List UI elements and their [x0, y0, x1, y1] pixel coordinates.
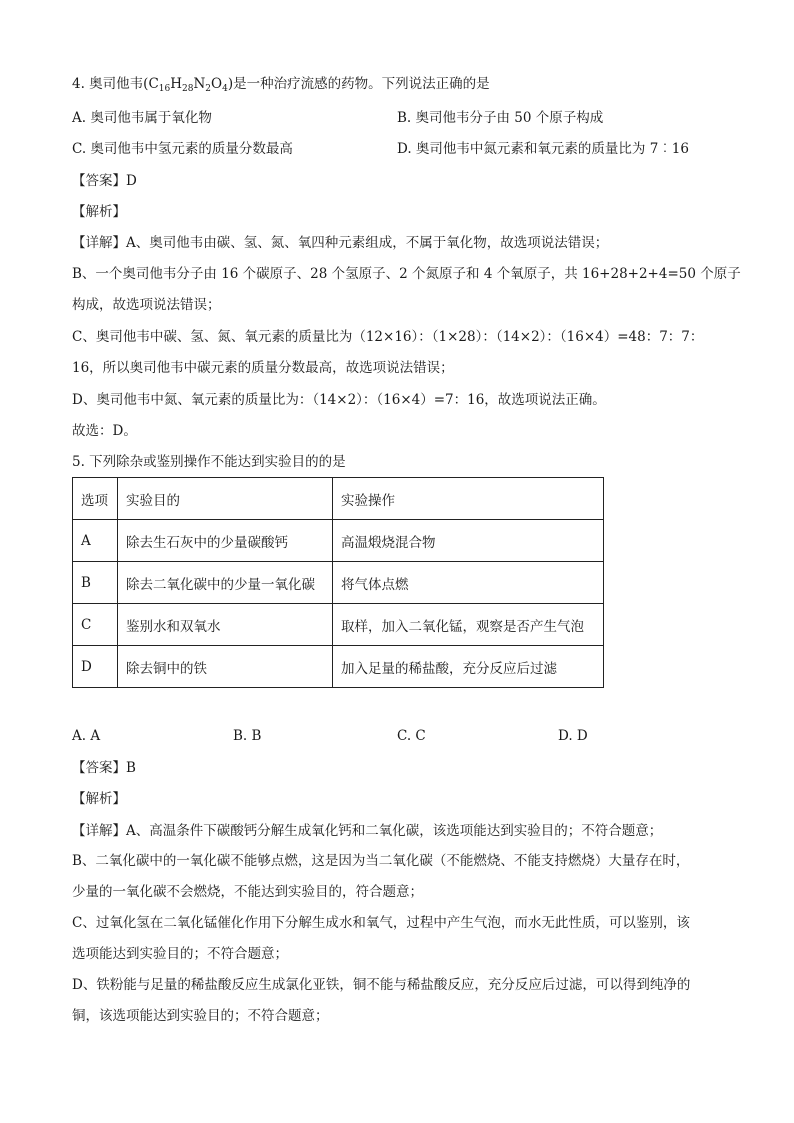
q5-answer-tag: 【答案】 [72, 760, 126, 776]
table-cell: 除去生石灰中的少量碳酸钙 [118, 520, 333, 562]
q4-detail-line: B、一个奥司他韦分子由 16 个碳原子、28 个氢原子、2 个氮原子和 4 个氧原子，共 16+28+2+4=50 个原子 [72, 266, 741, 282]
table-row [73, 520, 604, 562]
q4-stem [72, 74, 490, 94]
q4-answer-value: D [126, 173, 137, 189]
q5-stem: 5. 下列除杂或鉴别操作不能达到实验目的的是 [72, 454, 346, 470]
table-cell: 除去二氧化碳中的少量一氧化碳 [118, 562, 333, 604]
q5-detail-line: B、二氧化碳中的一氧化碳不能够点燃，这是因为当二氧化碳（不能燃烧、不能支持燃烧）大量存在时， [72, 853, 690, 869]
q4-answer [72, 171, 137, 191]
table-row [73, 646, 604, 688]
q5-table [72, 477, 604, 688]
q5-detail-line: D、铁粉能与足量的稀盐酸反应生成氯化亚铁，铜不能与稀盐酸反应，充分反应后过滤，可以得到纯净的 [72, 977, 691, 993]
q4-option-b: B. 奥司他韦分子由 50 个原子构成 [397, 110, 604, 126]
table-header-cell: 选项 [73, 478, 118, 520]
q4-option-c: C. 奥司他韦中氢元素的质量分数最高 [72, 141, 293, 157]
table-cell: B [73, 562, 118, 604]
table-cell: D [73, 646, 118, 688]
table-header-cell: 实验目的 [118, 478, 333, 520]
table-cell: 加入足量的稀盐酸，充分反应后过滤 [333, 646, 604, 688]
table-cell: 高温煅烧混合物 [333, 520, 604, 562]
q5-detail-line: 选项能达到实验目的；不符合题意； [72, 946, 288, 962]
q5-option-d: D. D [558, 728, 588, 744]
table-cell: 将气体点燃 [333, 562, 604, 604]
q4-option-d: D. 奥司他韦中氮元素和氧元素的质量比为 7︰16 [397, 141, 689, 157]
table-cell: 取样，加入二氧化锰，观察是否产生气泡 [333, 604, 604, 646]
q5-detail-line: 少量的一氧化碳不会燃烧，不能达到实验目的，符合题意； [72, 884, 423, 900]
q5-detail-line: 铜，该选项能达到实验目的；不符合题意； [72, 1008, 329, 1024]
q4-detail-line: 【详解】A、奥司他韦由碳、氢、氮、氧四种元素组成，不属于氧化物，故选项说法错误； [72, 235, 609, 251]
table-row [73, 562, 604, 604]
q4-detail-tag: 【详解】 [72, 235, 126, 251]
q4-stem-post: )是一种治疗流感的药物。下列说法正确的是 [227, 76, 490, 92]
q5-answer-value: B [126, 760, 136, 776]
table-header-cell: 实验操作 [333, 478, 604, 520]
table-cell: 鉴别水和双氧水 [118, 604, 333, 646]
q4-detail-line: 构成，故选项说法错误； [72, 297, 221, 313]
table-cell: C [73, 604, 118, 646]
q4-formula: $C_{16}H_{28}N_2O_4$ [148, 76, 228, 94]
table-header-row [73, 478, 604, 520]
q5-detail-line: 【详解】A、高温条件下碳酸钙分解生成氧化钙和二氧化碳，该选项能达到实验目的；不符合题意； [72, 823, 663, 839]
q4-answer-tag: 【答案】 [72, 173, 126, 189]
q4-option-a: A. 奥司他韦属于氧化物 [72, 110, 212, 126]
q5-option-b: B. B [233, 728, 262, 744]
q5-option-c: C. C [397, 728, 426, 744]
q4-stem-pre: 4. 奥司他韦( [72, 76, 149, 92]
q4-conclusion: 故选：D。 [72, 423, 137, 439]
q5-detail-tag: 【详解】 [72, 823, 126, 839]
table-cell: A [73, 520, 118, 562]
q4-detail-line: D、奥司他韦中氮、氧元素的质量比为：（14×2）：（16×4）=7：16，故选项说法正确。 [72, 392, 606, 408]
q4-analysis-tag: 【解析】 [72, 204, 126, 220]
table-row [73, 604, 604, 646]
q5-analysis-tag: 【解析】 [72, 791, 126, 807]
q4-detail-line: 16，所以奥司他韦中碳元素的质量分数最高，故选项说法错误； [72, 360, 454, 376]
q5-answer [72, 758, 136, 778]
table-cell: 除去铜中的铁 [118, 646, 333, 688]
q4-detail-line: C、奥司他韦中碳、氢、氮、氧元素的质量比为（12×16）：（1×28）：（14×2）：（16×4）=48：7：7： [72, 329, 704, 345]
q5-detail-line: C、过氧化氢在二氧化锰催化作用下分解生成水和氧气，过程中产生气泡，而水无此性质，可以鉴别，该 [72, 915, 690, 931]
q5-option-a: A. A [72, 728, 101, 744]
